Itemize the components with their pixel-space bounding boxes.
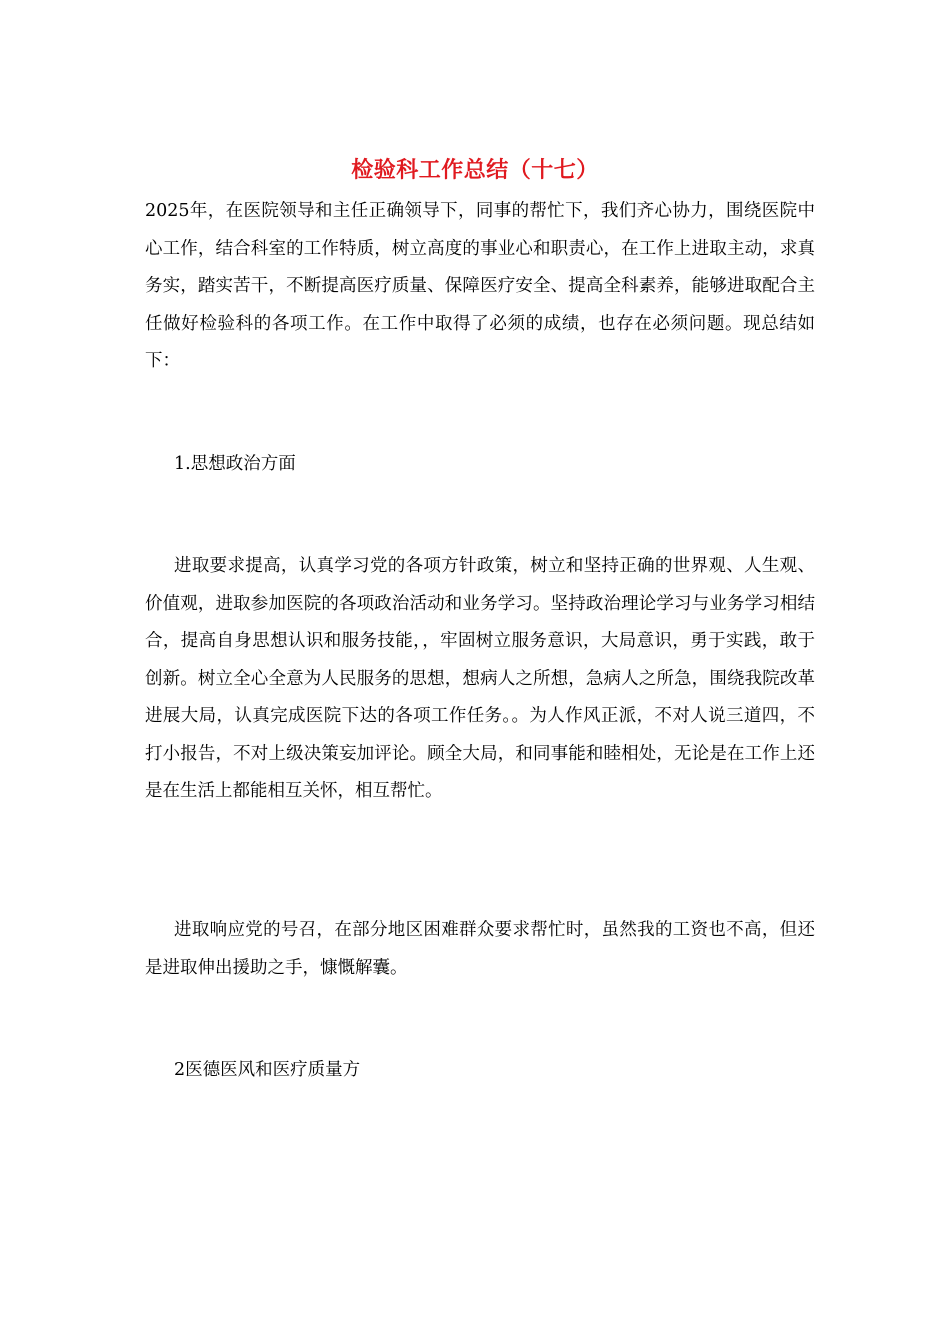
document-title: 检验科工作总结（十七）: [351, 157, 599, 183]
section-1-paragraph-1: 进取要求提高，认真学习党的各项方针政策，树立和坚持正确的世界观、人生观、价值观，进取参加医院的各项政治活动和业务学习。坚持政治理论学习与业务学习相结合，提高自身思想认识和服务技能，，牢固树立服务意识，大局意识，勇于实践，敢于创新。树立全心全意为人民服务的思想，想病人之所想，急病人之所急，围绕我院改革进展大局，认真完成医院下达的各项工作任务。。为人作风正派，不对人说三道四，不打小报告，不对上级决策妄加评论。顾全大局，和同事能和睦相处，无论是在工作上还是在生活上都能相互关怀，相互帮忙。: [145, 556, 815, 801]
intro-paragraph: 2025年，在医院领导和主任正确领导下，同事的帮忙下，我们齐心协力，围绕医院中心工作，结合科室的工作特质，树立高度的事业心和职责心，在工作上进取主动，求真务实，踏实苦干，不断提高医疗质量、保障医疗安全、提高全科素养，能够进取配合主任做好检验科的各项工作。在工作中取得了必须的成绩，也存在必须问题。现总结如下：: [145, 201, 815, 371]
section-2-heading: 2医德医风和医疗质量方: [174, 1060, 361, 1080]
section-1-heading: 1.思想政治方面: [174, 454, 296, 474]
section-1-paragraph-2: 进取响应党的号召，在部分地区困难群众要求帮忙时，虽然我的工资也不高，但还是进取伸出援助之手，慷慨解囊。: [145, 920, 815, 978]
